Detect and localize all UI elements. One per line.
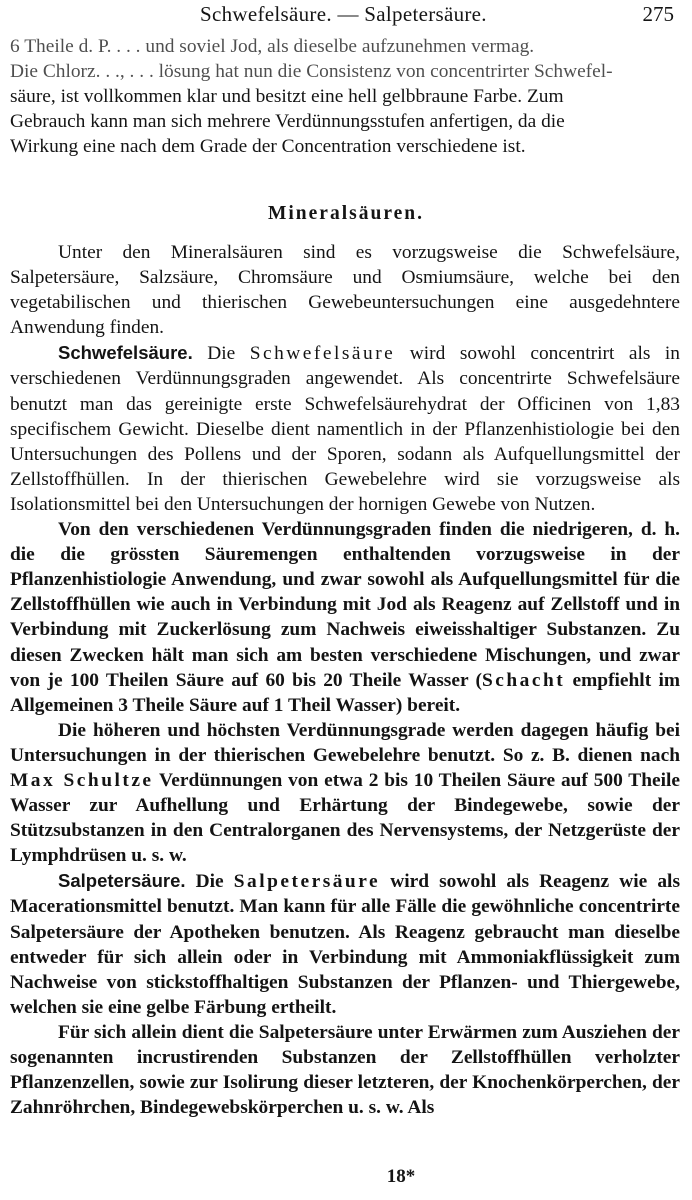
- text-run: Die: [185, 871, 234, 893]
- running-title: Schwefelsäure. — Salpetersäure.: [200, 2, 487, 26]
- page-number: 275: [642, 2, 674, 26]
- text-run: wird sowohl als Reagenz wie als Macerationsmittel benutzt. Man kann für alle Fälle die gewöhnliche concentrirte Salpetersäure der Apotheken benutzen. Als Reagenz gebraucht man dieselbe entweder für sich allein oder in Verbindung mit Ammoniakflüssigkeit zum Nachweise von stickstoffhaltigen Substanzen der Pflanzen- und Thiergewebe, welchen sie eine gelbe Färbung ertheilt.: [10, 871, 680, 1018]
- intro-line: Die Chlorz. . ., . . . lösung hat nun die Consistenz von concentrirter Schwefel-: [10, 61, 613, 83]
- text-run: Verdünnungen von etwa 2 bis 10 Theilen Säure auf 500 Theile Wasser zur Aufhellung und Erhärtung der Bindegewebe, sowie der Stützsubstanzen in den Centralorganen des Nervensystems, der Netzgerüste der Lymphdrüsen u. s. w.: [10, 769, 680, 867]
- text-run: Die höheren und höchsten Verdünnungsgrade werden dagegen häufig bei Untersuchungen in der thierischen Gewebelehre benutzt. So z. B. dienen nach: [10, 719, 680, 766]
- text-run: Von den verschiedenen Verdünnungsgraden finden die niedrigeren, d. h. die die grössten Säuremengen enthaltenden vorzugsweise in der Pflanzenhistiologie Anwendung, und zwar sowohl als Aufquellungsmittel für die Zellstoffhüllen wie auch in Verbindung mit Jod als Reagenz auf Zellstoff und in Verbindung mit Zuckerlösung zum Nachweis eiweisshaltiger Substanzen. Zu diesen Zwecken hält man sich am besten verschiedene Mischungen, und zwar von je 100 Theilen Säure auf 60 bis 20 Theile Wasser (: [10, 519, 680, 691]
- spaced-name: Schacht: [481, 669, 566, 691]
- paragraph-nitric-uses: Für sich allein dient die Salpetersäure unter Erwärmen zum Ausziehen der sogenannten incrustirenden Substanzen der Zellstoffhüllen verholzter Pflanzenzellen, sowie zur Isolirung dieser letzteren, der Knochenkörperchen, der Zahnröhrchen, Bindegewebskörperchen u. s. w. Als: [10, 1021, 680, 1119]
- text-run: Die: [192, 343, 250, 365]
- body-text: [10, 240, 680, 1120]
- signature-mark: 18*: [386, 1166, 416, 1187]
- intro-line: Wirkung eine nach dem Grade der Concentration verschiedene ist.: [10, 136, 526, 158]
- running-head: [0, 2, 692, 28]
- spaced-term: Salpetersäure: [233, 871, 381, 893]
- paragraph-mineral-acids: Unter den Mineralsäuren sind es vorzugsweise die Schwefelsäure, Salpetersäure, Salzsäure, Chromsäure und Osmiumsäure, welche bei den vegetabilischen und thierischen Gewebeuntersuchungen eine ausgedehntere Anwendung finden.: [10, 242, 680, 339]
- text-run: empfiehlt im Allgemeinen 3 Theile Säure auf 1 Theil Wasser) bereit.: [10, 669, 681, 716]
- spaced-term: Schwefelsäure: [249, 343, 396, 365]
- paragraph-nitric-acid: [10, 868, 680, 1020]
- inline-heading-sulfuric: Schwefelsäure.: [58, 342, 193, 364]
- intro-line: 6 Theile d. P. . . . und soviel Jod, als dieselbe aufzunehmen vermag.: [10, 36, 535, 57]
- inline-heading-nitric: Salpetersäure.: [58, 870, 186, 892]
- section-heading: Mineralsäuren.: [267, 203, 424, 224]
- text-run: wird sowohl concentrirt als in verschiedenen Verdünnungsgraden angewendet. Als concentrirte Schwefelsäure benutzt man das gereinigte erste Schwefelsäurehydrat der Officinen von 1,83 specifischem Gewicht. Dieselbe dient namentlich in der Pflanzenhistiologie bei den Untersuchungen des Pollens und der Sporen, sodann als Aufquellungsmittel der Zellstoffhüllen. In der thierischen Gewebelehre wird sie vorzugsweise als Isolationsmittel bei den Untersuchungen der hornigen Gewebe von Nutzen.: [10, 343, 680, 515]
- intro-line: Gebrauch kann man sich mehrere Verdünnungsstufen anfertigen, da die: [10, 111, 565, 133]
- intro-paragraph: [10, 34, 680, 159]
- paragraph-higher-dilutions: [10, 718, 680, 869]
- paragraph-sulfuric-acid: [10, 340, 680, 517]
- intro-line: säure, ist vollkommen klar und besitzt eine hell gelbbraune Farbe. Zum: [10, 86, 564, 108]
- spaced-name: Max Schultze: [10, 769, 154, 791]
- paragraph-dilution-grades: [10, 517, 680, 718]
